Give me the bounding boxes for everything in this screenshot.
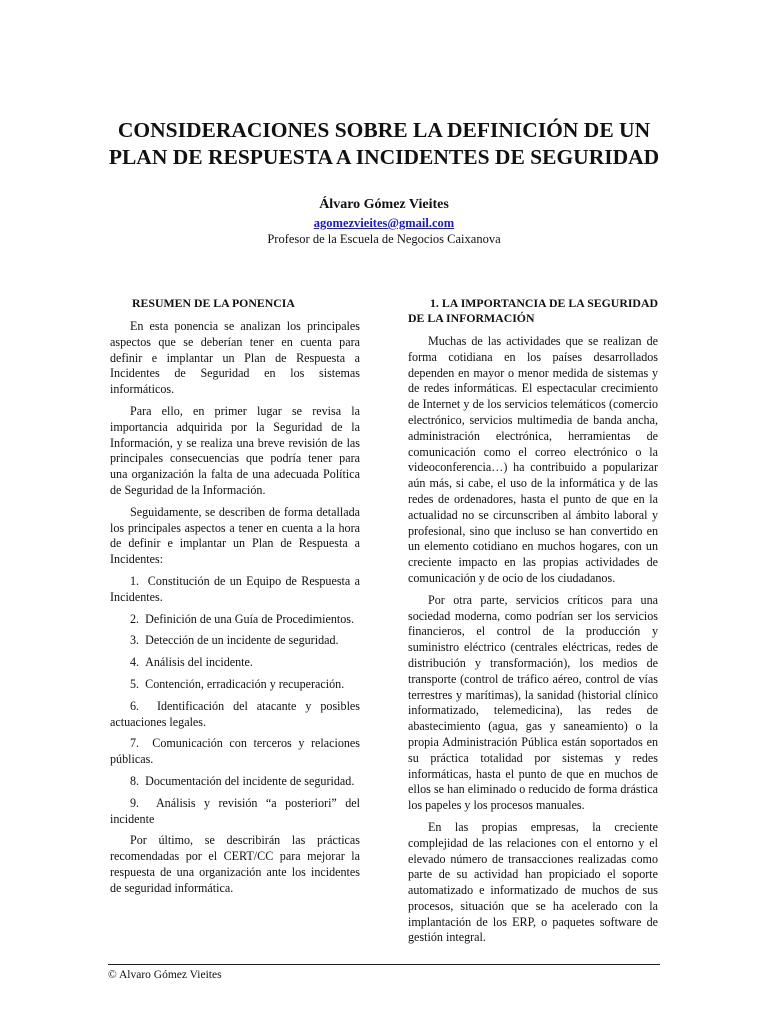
list-item-text: Comunicación con terceros y relaciones públicas.	[110, 736, 360, 767]
author-name: Álvaro Gómez Vieites	[319, 197, 449, 212]
right-column	[408, 296, 658, 952]
list-item-text: Identificación del atacante y posibles actuaciones legales.	[110, 698, 360, 729]
list-item-number: 1.	[130, 573, 140, 588]
abstract-paragraph: Para ello, en primer lugar se revisa la importancia adquirida por la Seguridad de la Información, y se realiza una breve revisión de las principales consecuencias que podría tener para una organización la falta de una adecuada Política de Seguridad de la Información.	[110, 403, 360, 497]
list-item-text: Análisis del incidente.	[145, 655, 253, 670]
section-paragraph: En las propias empresas, la creciente complejidad de las relaciones con el entorno y el elevado número de transacciones realizadas como parte de su actividad han propiciado el soporte automatizado e informatizado de muchos de sus procesos, situación que se ha acelerado con la implantación de los ERP, o paquetes software de gestión integral.	[408, 819, 658, 945]
author-block	[0, 196, 768, 247]
list-item-number: 7.	[130, 736, 140, 751]
list-item-number: 9.	[130, 795, 140, 810]
footer-divider	[108, 964, 660, 965]
list-item-number: 6.	[130, 698, 140, 713]
list-item-text: Constitución de un Equipo de Respuesta a Incidentes.	[110, 573, 361, 604]
abstract-heading: RESUMEN DE LA PONENCIA	[132, 296, 295, 310]
list-item-number: 8.	[130, 773, 140, 788]
author-email-link[interactable]: agomezvieites@gmail.com	[313, 216, 455, 230]
list-item-text: Definición de una Guía de Procedimientos.	[145, 611, 355, 626]
abstract-paragraph: Seguidamente, se describen de forma detallada los principales aspectos a tener en cuenta a la hora de definir e implantar un Plan de Respuesta a Incidentes:	[110, 504, 360, 567]
list-item-number: 4.	[130, 655, 140, 670]
paper-title: CONSIDERACIONES SOBRE LA DEFINICIÓN DE UN PLAN DE RESPUESTA A INCIDENTES DE SEGURIDAD	[108, 118, 660, 169]
list-item-number: 3.	[130, 633, 140, 648]
list-item	[110, 612, 360, 628]
abstract-paragraph: Por último, se describirán las prácticas recomendadas por el CERT/CC para mejorar la respuesta de una organización ante los incidentes de seguridad informática.	[110, 833, 360, 895]
left-column	[110, 296, 360, 903]
list-item	[110, 736, 360, 768]
footer-copyright: © Alvaro Gómez Vieites	[108, 969, 222, 981]
list-item	[110, 677, 360, 693]
list-item-number: 5.	[130, 676, 140, 691]
list-item	[110, 633, 360, 649]
list-item-text: Contención, erradicación y recuperación.	[145, 676, 345, 691]
author-affiliation: Profesor de la Escuela de Negocios Caixanova	[267, 232, 501, 246]
abstract-paragraph: En esta ponencia se analizan los principales aspectos que se deberían tener en cuenta para definir e implantar un Plan de Respuesta a Incidentes de Seguridad en los sistemas informáticos.	[110, 319, 360, 397]
list-item	[110, 699, 360, 731]
list-item-text: Documentación del incidente de seguridad.	[145, 773, 355, 788]
list-item	[110, 574, 360, 606]
section-paragraph: Por otra parte, servicios críticos para una sociedad moderna, como podrían ser los servicios financieros, el control de la producción y suministro eléctrico (centrales eléctricas, redes de distribución y transformación), los medios de transporte (control de tráfico aéreo, control de vías terrestres y marítimas), la sanidad (historial clínico informatizado, telemedicina), las redes de abastecimiento (agua, gas y saneamiento) o la propia Administración Pública están soportados en su práctica totalidad por sistemas y redes informáticas, hasta el punto de que en muchos de ellos se han eliminado o reducido de forma drástica los papeles y los procesos manuales.	[408, 592, 658, 813]
list-item-text: Detección de un incidente de seguridad.	[145, 633, 339, 648]
plan-steps-list	[110, 574, 360, 827]
section-heading: 1. LA IMPORTANCIA DE LA SEGURIDAD DE LA INFORMACIÓN	[408, 296, 658, 325]
list-item-number: 2.	[130, 611, 140, 626]
list-item	[110, 796, 360, 828]
list-item	[110, 655, 360, 671]
list-item-text: Análisis y revisión “a posteriori” del incidente	[110, 795, 361, 826]
list-item	[110, 774, 360, 790]
section-paragraph: Muchas de las actividades que se realizan de forma cotidiana en los países desarrollados dependen en mayor o menor medida de sistemas y de redes informáticas. El espectacular crecimiento de Internet y de los servicios telemáticos (comercio electrónico, servicios multimedia de banda ancha, administración electrónica, herramientas de comunicación como el correo electrónico o la videoconferencia…) ha contribuido a popularizar aún más, si cabe, el uso de la informática y de las redes de ordenadores, hasta el punto de que en la actualidad no se circunscriben al ámbito laboral y profesional, sino que incluso se han convertido en un elemento cotidiano en muchos hogares, con un creciente impacto en las propias actividades de comunicación y de ocio de los ciudadanos.	[408, 334, 658, 585]
